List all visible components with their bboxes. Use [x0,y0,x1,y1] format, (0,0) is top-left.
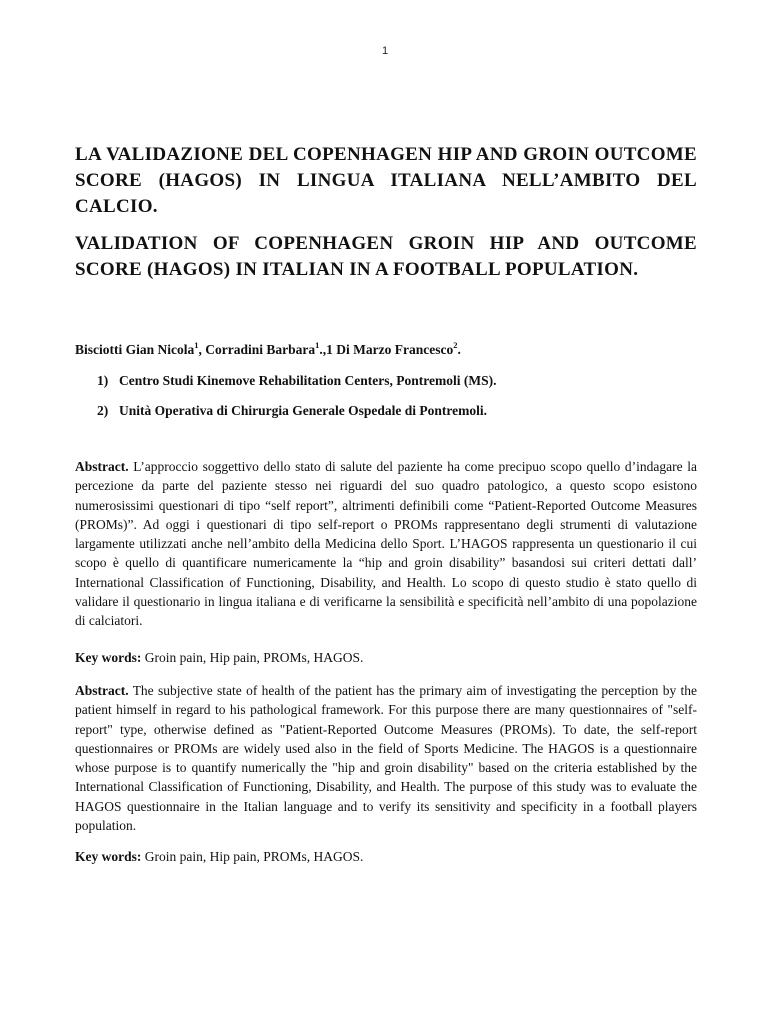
affiliation-number: 2) [97,403,109,418]
abstract-english [75,681,697,835]
title-italian: LA VALIDAZIONE DEL COPENHAGEN HIP AND GROIN OUTCOME SCORE (HAGOS) IN LINGUA ITALIANA NELL’AMBITO DEL CALCIO. [75,144,697,217]
author-list-end: . [457,342,461,357]
author-affiliation-mark: 2 [453,340,458,350]
keywords-text: Groin pain, Hip pain, PROMs, HAGOS. [141,849,364,865]
affiliation-item [97,402,697,420]
author-affiliation-mark: 1 [194,340,199,350]
abstract-italian [75,457,697,631]
keywords-label: Key words: [75,649,142,665]
abstract-text: L’approccio soggettivo dello stato di salute del paziente ha come precipuo scopo quello d’indagare la percezione da parte del paziente stesso nei riguardi del suo quadro patologico, a questo scopo esistono numerosissimi questionari di tipo “self report”, altrimenti definibili come “Patient-Reported Outcome Measures (PROMs)”. Ad oggi i questionari di tipo self-report o PROMs rappresentano degli strumenti di valutazione largamente utilizzati anche nell’ambito della Medicina dello Sport. L’HAGOS rappresenta un questionario il cui scopo è quello di quantificare numericamente la “hip and groin disability” basandosi sui criteri dettati dall’ International Classification of Functioning, Disability, and Health. Lo scopo di questo studio è stato quello di validare il questionario in lingua italiana e di verificarne la sensibilità e specificità nell’ambito di una popolazione di calciatori. [75,459,697,629]
author-name: , Corradini Barbara [198,342,316,357]
author-name: Bisciotti Gian Nicola [75,342,195,357]
abstract-text: The subjective state of health of the patient has the primary aim of investigating the perception by the patient himself in regard to his pathological framework. For this purpose there are many questionnaires of "self-report" type, otherwise defined as "Patient-Reported Outcome Measures (PROMs). To date, the self-report questionnaires or PROMs are widely used also in the field of Sports Medicine. The HAGOS is a questionnaire whose purpose is to quantify numerically the "hip and groin disability" based on the criteria established by the International Classification of Functioning, Disability, and Health. The purpose of this study was to evaluate the HAGOS questionnaire in the Italian language and to verify its sensitivity and specificity in a football players population. [75,682,697,834]
affiliation-text: Centro Studi Kinemove Rehabilitation Centers, Pontremoli (MS). [119,373,497,388]
keywords-italian [75,648,697,667]
affiliation-text: Unità Operativa di Chirurgia Generale Ospedale di Pontremoli. [119,403,487,418]
abstract-label: Abstract. [75,459,129,474]
author-list [75,341,697,359]
abstract-label: Abstract. [75,682,129,698]
author-affiliation-mark: 1 [315,340,320,350]
affiliation-number: 1) [97,373,109,388]
keywords-label: Key words: [75,849,142,865]
affiliation-item [97,372,697,390]
keywords-english [75,847,697,866]
affiliation-list [75,372,697,420]
keywords-text: Groin pain, Hip pain, PROMs, HAGOS. [141,649,364,665]
author-name: .,1 Di Marzo Francesco [319,342,454,357]
paper-content [75,142,697,867]
title-english: VALIDATION OF COPENHAGEN GROIN HIP AND OUTCOME SCORE (HAGOS) IN ITALIAN IN A FOOTBALL POPULATION. [75,233,697,280]
page-number: 1 [381,45,389,57]
